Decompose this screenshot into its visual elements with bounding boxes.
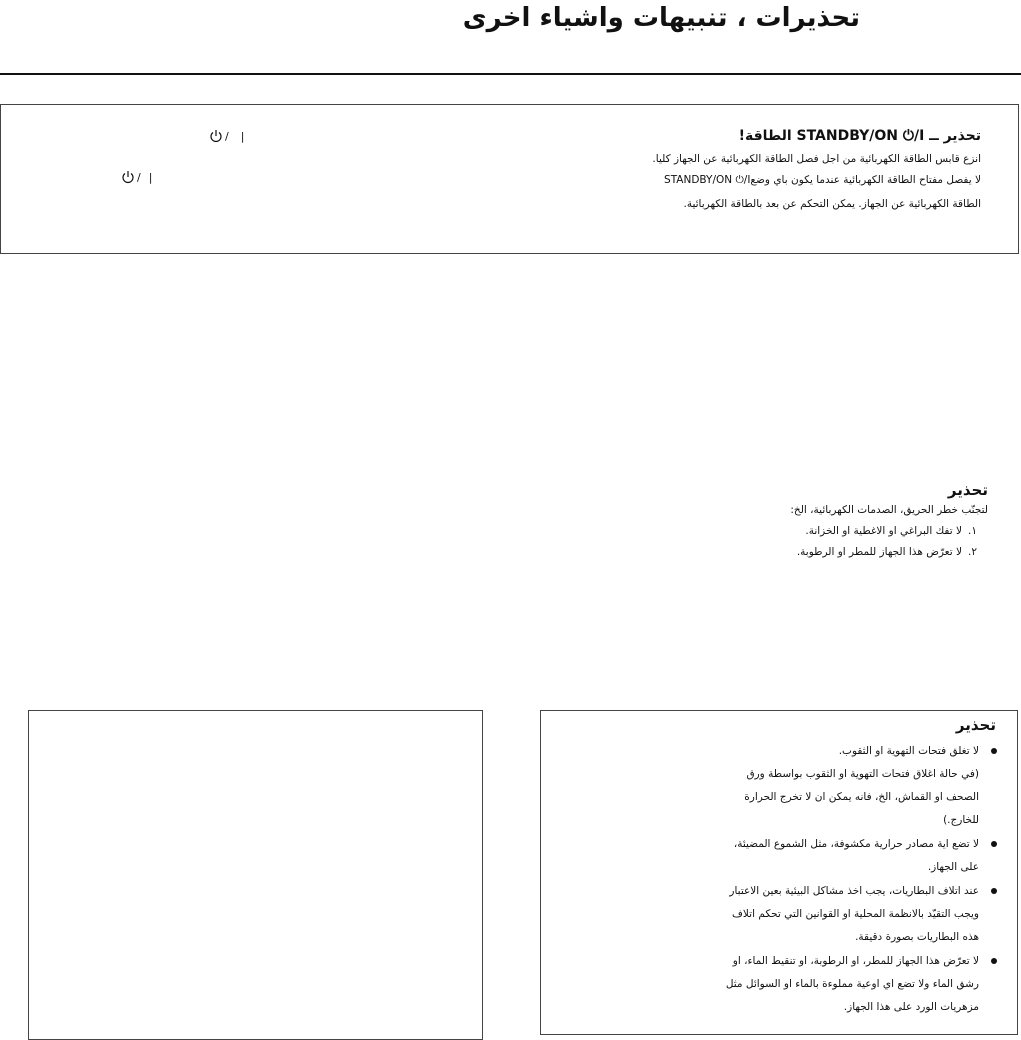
bullet-icon [991, 958, 997, 964]
warning-item-text: لا تفك البراغي او الاغطية او الخزانة. [805, 525, 962, 537]
caution-line: على الجهاز. [927, 861, 979, 873]
caution-title: تحذير [955, 716, 996, 734]
warning-intro: لتجنّب خطر الحريق، الصدمات الكهربائية، الخ: [790, 504, 988, 516]
standby-line-2: لا يفصل مفتاح الطاقة الكهربائية عندما يكون باي وضعSTANDBY/ON ⏻/I [664, 174, 981, 186]
warning-title: تحذير [947, 481, 988, 499]
standby-heading: تحذير ــ STANDBY/ON ⏻/I الطاقة! [738, 128, 981, 144]
power-symbol-2: / | [121, 170, 152, 184]
caution-line: لا تعرّض هذا الجهاز للمطر، او الرطوبة، او تنقيط الماء، او [732, 955, 979, 967]
caution-line: ويجب التقيّد بالانظمة المحلية او القوانين التي تحكم اتلاف [732, 908, 979, 920]
caution-line: الصحف او القماش، الخ، فانه يمكن ان لا تخرج الحرارة [744, 791, 979, 803]
caution-line: لا تضع اية مصادر حرارية مكشوفة، مثل الشموع المضيئة، [733, 838, 979, 850]
caution-list [557, 740, 997, 1020]
caution-line: عند اتلاف البطاريات، يجب اخذ مشاكل البيئية بعين الاعتبار [729, 885, 979, 897]
power-icon [209, 129, 223, 143]
caution-line: لا تغلق فتحات التهوية او الثقوب. [838, 745, 979, 757]
standby-line-1: انزع قابس الطاقة الكهربائية من اجل فصل الطاقة الكهربائية عن الجهاز كليا. [652, 153, 981, 165]
standby-line-3: الطاقة الكهربائية عن الجهاز. يمكن التحكم عن بعد بالطاقة الكهربائية. [683, 198, 981, 210]
warning-item [568, 521, 988, 542]
caution-item [557, 950, 997, 1019]
caution-item [557, 740, 997, 832]
bullet-icon [991, 748, 997, 754]
bullet-icon [991, 888, 997, 894]
caution-item [557, 880, 997, 949]
caution-box [540, 710, 1018, 1035]
warning-item [568, 542, 988, 563]
page-title: تحذيرات ، تنبيهات واشياء اخرى [462, 3, 860, 33]
empty-frame [28, 710, 483, 1040]
caution-line: للخارج.) [943, 814, 979, 826]
bullet-icon [991, 841, 997, 847]
power-icon [121, 170, 135, 184]
caution-line: هذه البطاريات بصورة دقيقة. [855, 931, 979, 943]
caution-line: رشق الماء ولا تضع اي اوعية مملوءة بالماء او السوائل مثل [725, 978, 979, 990]
power-symbol-1: / | [209, 129, 244, 143]
warning-item-number: ١. [968, 525, 977, 537]
warning-item-number: ٢. [968, 546, 977, 558]
caution-line: مزهريات الورد على هذا الجهاز. [843, 1001, 979, 1013]
title-divider [0, 73, 1021, 75]
warning-item-text: لا تعرّض هذا الجهاز للمطر او الرطوبة. [796, 546, 962, 558]
caution-line: (في حالة اغلاق فتحات التهوية او الثقوب بواسطة ورق [746, 768, 979, 780]
caution-item [557, 833, 997, 879]
warning-block [568, 480, 988, 563]
standby-warning-box [0, 104, 1019, 254]
